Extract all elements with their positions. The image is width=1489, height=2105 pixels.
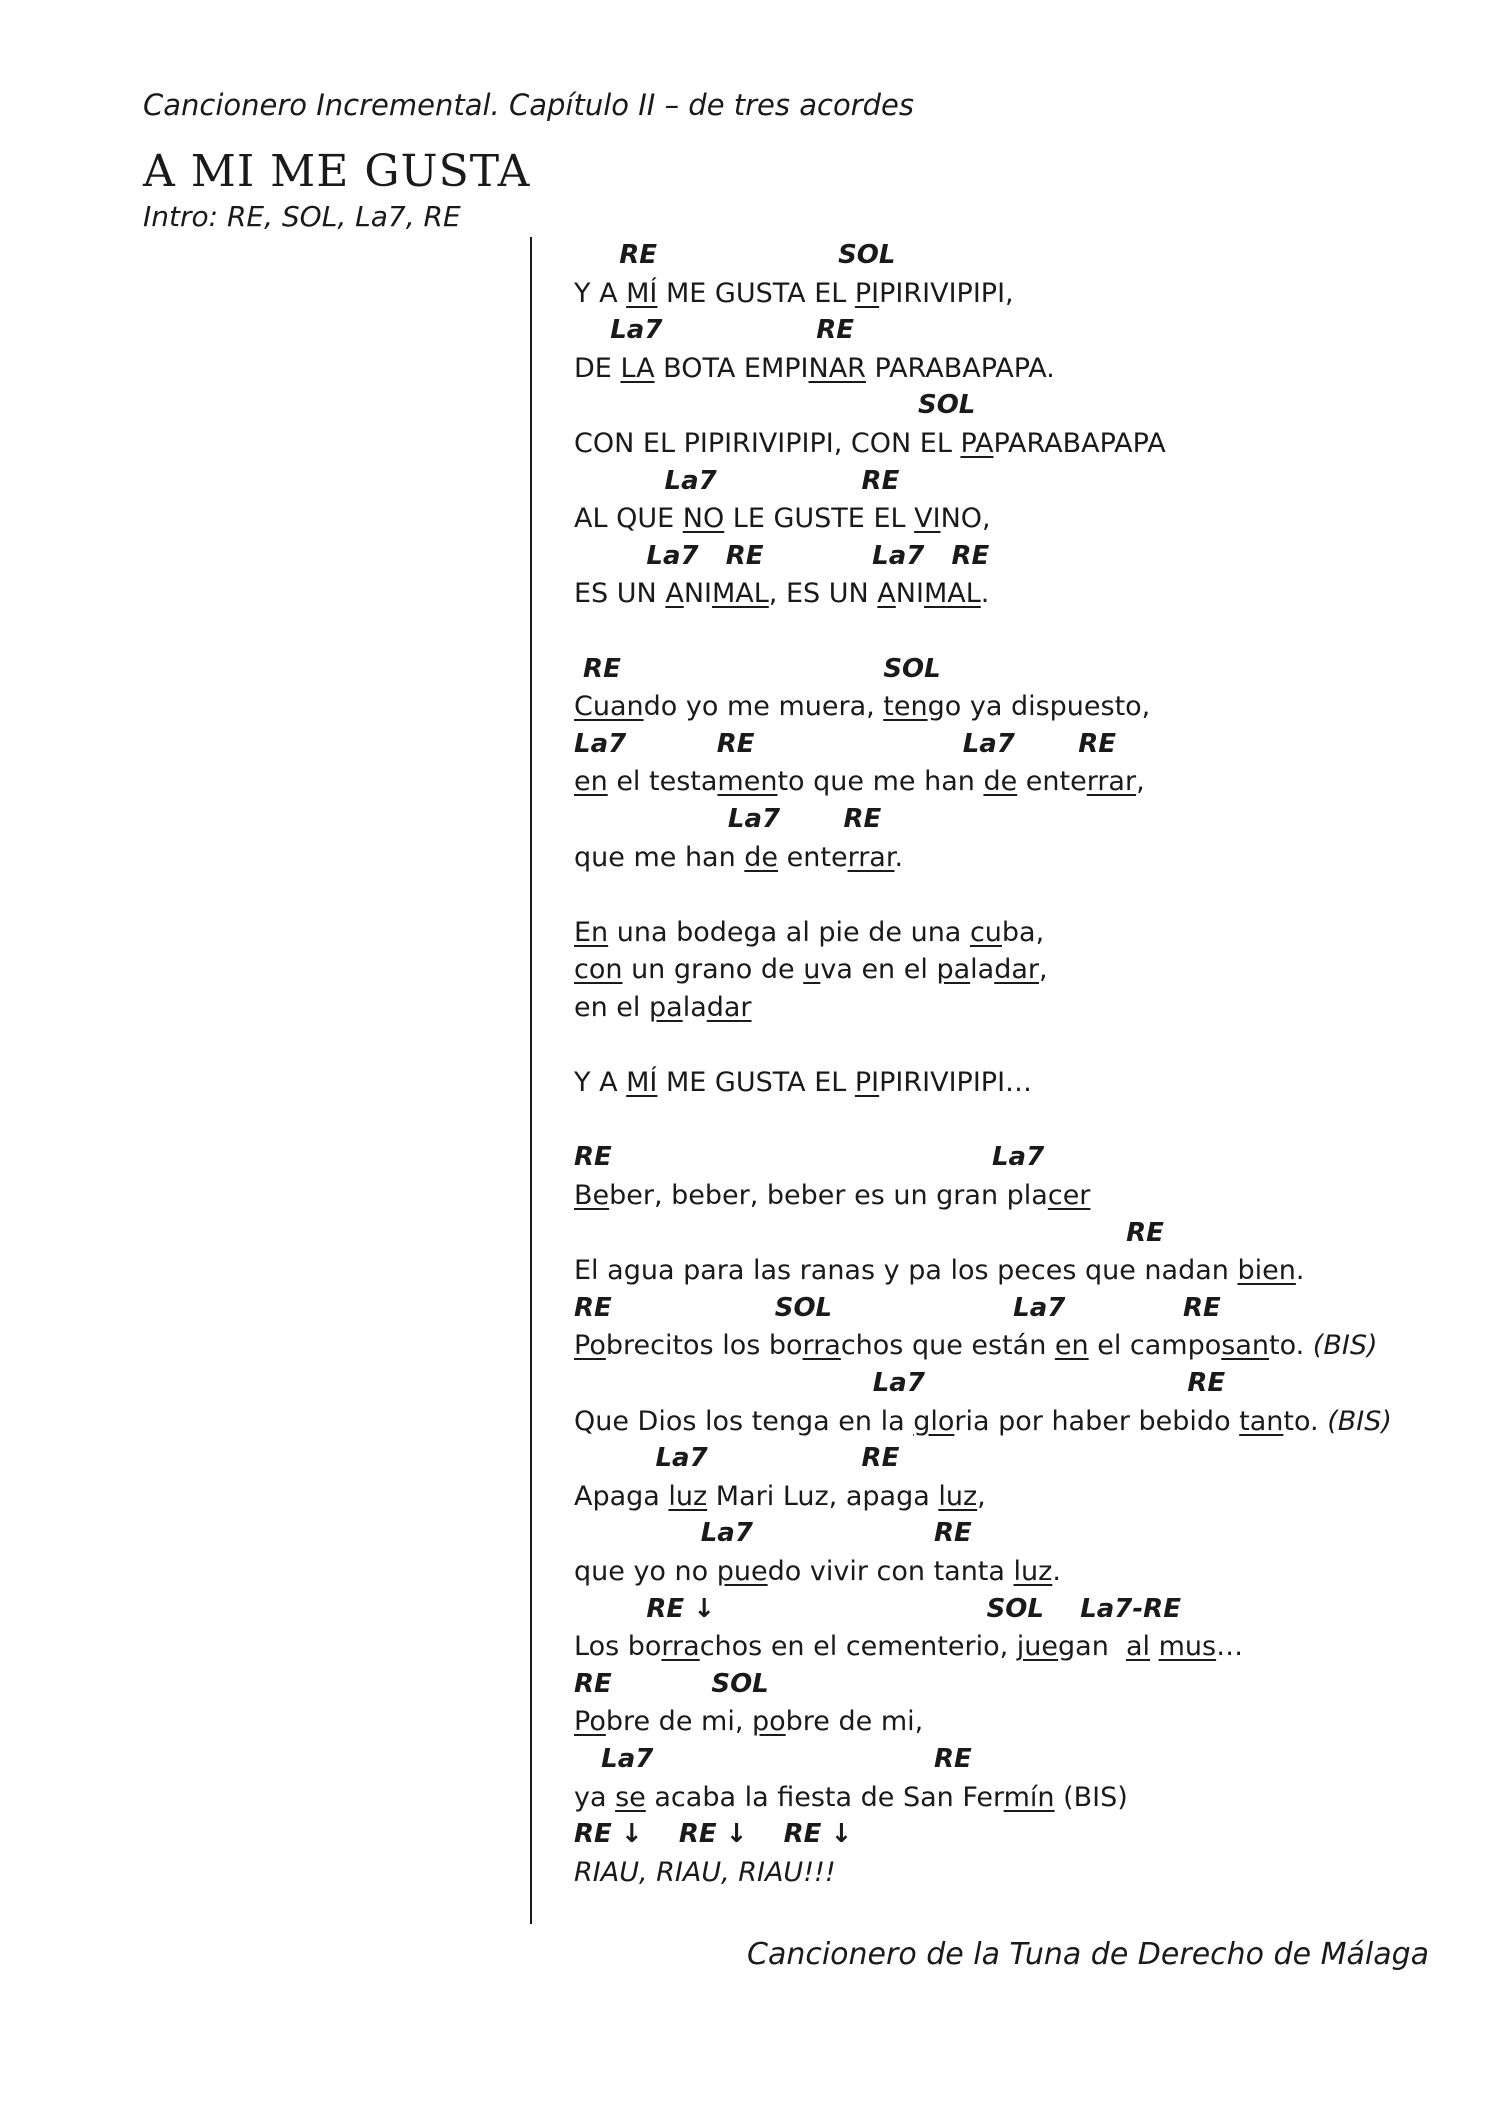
lyric-fragment: bre de mi, xyxy=(605,1706,752,1738)
lyric-fragment: PARABAPAPA. xyxy=(865,352,1055,384)
stressed-syllable: MÍ xyxy=(626,277,658,309)
chord-symbols: La7 RE xyxy=(574,1443,900,1474)
stressed-syllable: pue xyxy=(716,1556,768,1587)
chord-symbols: RE SOL xyxy=(574,240,896,270)
stressed-syllable: En xyxy=(574,916,609,948)
stressed-syllable: u xyxy=(803,954,821,986)
stressed-syllable: MAL xyxy=(923,578,981,610)
lyric-text xyxy=(574,353,1055,384)
stressed-syllable: rra xyxy=(802,1330,841,1362)
stressed-syllable: NO xyxy=(682,503,725,535)
lyric-fragment: PARABAPAPA xyxy=(993,428,1166,459)
lyric-fragment: RIAU, RIAU, RIAU!!! xyxy=(574,1856,836,1888)
lyric-text xyxy=(574,503,991,534)
lyric-text xyxy=(574,1330,1378,1361)
stressed-syllable: luz xyxy=(938,1480,978,1512)
stressed-syllable: rrar xyxy=(1086,766,1137,798)
lyric-fragment: bre de mi, xyxy=(785,1706,924,1738)
lyric-fragment: chos en el cementerio, xyxy=(699,1631,1017,1663)
chord-symbols: RE ↓ SOL La7-RE xyxy=(574,1593,1181,1624)
stressed-syllable: al xyxy=(1125,1631,1151,1663)
lyric-fragment: go ya dispuesto, xyxy=(927,691,1151,723)
lyric-fragment: chos que están xyxy=(840,1330,1055,1362)
stressed-syllable: mín xyxy=(1003,1781,1055,1813)
lyric-fragment: un grano de xyxy=(622,954,804,986)
stressed-syllable: san xyxy=(1221,1330,1269,1362)
lyric-fragment: ber, beber, beber es un gran pla xyxy=(609,1180,1048,1211)
lyric-fragment: LE GUSTE EL xyxy=(724,503,915,535)
lyric-fragment: el campo xyxy=(1088,1330,1222,1362)
lyric-fragment: (BIS) xyxy=(1054,1781,1128,1813)
stressed-syllable: mus xyxy=(1158,1631,1217,1663)
stressed-syllable: con xyxy=(574,954,623,986)
lyric-fragment: PIRIVIPIPI, xyxy=(879,277,1014,309)
lyric-fragment: ente xyxy=(778,841,848,873)
lyric-fragment: ba, xyxy=(1001,916,1045,948)
stressed-syllable: glo xyxy=(913,1405,955,1437)
lyric-fragment: DE xyxy=(574,352,621,384)
stressed-syllable: Be xyxy=(574,1180,610,1211)
lyric-fragment: va en el xyxy=(820,954,937,986)
stressed-syllable: VI xyxy=(914,503,941,535)
stressed-syllable: men xyxy=(717,766,778,798)
stressed-syllable: rrar xyxy=(847,841,895,873)
chord-symbols: La7 RE xyxy=(574,1518,972,1549)
lyric-fragment: NI xyxy=(683,578,712,610)
lyric-text xyxy=(574,992,752,1023)
lyric-fragment: do yo me muera, xyxy=(643,691,884,723)
lyric-fragment: . xyxy=(1052,1556,1061,1587)
lyric-fragment: CON EL PIPIRIVIPIPI, CON EL xyxy=(574,428,961,459)
lyric-fragment: Mari Luz, apaga xyxy=(707,1480,939,1512)
stressed-syllable: tan xyxy=(1239,1405,1284,1437)
lyric-fragment: ya xyxy=(574,1781,616,1813)
lyric-text xyxy=(574,842,903,873)
stressed-syllable: A xyxy=(877,578,896,610)
chord-symbols: RE La7 xyxy=(574,1142,1045,1173)
stressed-syllable: LA xyxy=(620,352,655,384)
lyric-fragment: Que Dios los tenga en la xyxy=(574,1405,914,1437)
lyric-fragment xyxy=(1150,1631,1159,1662)
stressed-syllable: de xyxy=(744,841,779,873)
lyric-fragment: que yo no xyxy=(574,1556,717,1587)
lyric-text xyxy=(574,917,1044,948)
stressed-syllable: NAR xyxy=(808,352,866,384)
lyric-fragment: to que me han xyxy=(777,766,984,798)
lyric-fragment: . xyxy=(980,578,990,610)
stressed-syllable: cu xyxy=(969,916,1002,948)
stressed-syllable: MÍ xyxy=(626,1067,658,1099)
lyric-text xyxy=(574,1481,986,1512)
chord-symbols: La7 RE xyxy=(574,465,900,496)
stressed-syllable: Cuan xyxy=(574,691,644,723)
chord-symbols: La7 RE xyxy=(574,1368,1226,1398)
song-intro: Intro: RE, SOL, La7, RE xyxy=(143,200,461,233)
lyric-fragment: to. xyxy=(1269,1330,1313,1362)
lyric-text xyxy=(574,954,1048,985)
chord-symbols: RE SOL xyxy=(574,1668,769,1699)
chord-symbols: RE SOL xyxy=(574,653,941,684)
lyric-fragment: ente xyxy=(1017,766,1087,798)
stressed-syllable: A xyxy=(665,578,684,610)
stressed-syllable: Po xyxy=(574,1330,606,1362)
lyric-fragment: gan xyxy=(1058,1631,1126,1663)
stressed-syllable: luz xyxy=(1013,1556,1053,1587)
lyric-text xyxy=(574,691,1150,722)
lyric-fragment: ME GUSTA EL xyxy=(657,1067,855,1099)
chord-symbols: La7 RE xyxy=(574,1744,972,1774)
lyric-fragment: ria por haber bebido xyxy=(954,1405,1240,1437)
lyric-fragment: Y A xyxy=(574,277,627,309)
stressed-syllable: luz xyxy=(668,1480,708,1512)
repeat-mark: (BIS) xyxy=(1312,1330,1378,1362)
stressed-syllable: rra xyxy=(661,1631,700,1663)
lyric-fragment: Y A xyxy=(574,1067,627,1099)
lyric-fragment: la xyxy=(970,954,995,986)
lyric-text xyxy=(574,1067,1032,1098)
lyric-fragment: la xyxy=(682,992,707,1023)
lyric-text xyxy=(574,1180,1090,1211)
lyric-fragment: acaba la fiesta de San Fer xyxy=(645,1781,1004,1813)
chord-symbols: La7 RE xyxy=(574,804,882,834)
lyric-fragment: Los bo xyxy=(574,1631,662,1663)
chord-symbols: La7 RE La7 RE xyxy=(574,728,1117,759)
lyric-fragment: Apaga xyxy=(574,1480,669,1512)
chord-symbols: La7 RE La7 RE xyxy=(574,540,990,571)
lyric-text xyxy=(574,1255,1304,1286)
stressed-syllable: ten xyxy=(883,691,928,723)
chord-symbols: SOL xyxy=(574,390,976,421)
lyric-fragment: . xyxy=(894,841,904,873)
lyric-text xyxy=(574,428,1166,459)
lyric-text xyxy=(574,578,989,609)
column-divider xyxy=(530,237,532,1924)
lyric-text xyxy=(574,1406,1392,1437)
lyric-fragment: NO, xyxy=(940,503,991,535)
stressed-syllable: en xyxy=(574,766,608,798)
song-title: A MI ME GUSTA xyxy=(143,146,531,197)
lyric-fragment: BOTA EMPI xyxy=(654,352,809,384)
lyric-fragment: El agua para las ranas y pa los peces que nadan xyxy=(574,1255,1238,1287)
lyric-fragment: , ES UN xyxy=(768,578,878,610)
lyric-fragment: NI xyxy=(895,578,924,610)
stressed-syllable: cer xyxy=(1047,1180,1091,1211)
chord-symbols: RE xyxy=(574,1217,1164,1248)
lyric-fragment: AL QUE xyxy=(574,503,683,535)
lyric-text xyxy=(574,1782,1128,1813)
stressed-syllable: de xyxy=(983,766,1018,798)
stressed-syllable: po xyxy=(751,1706,786,1738)
book-chapter-header: Cancionero Incremental. Capítulo II – de tres acordes xyxy=(143,88,914,122)
stressed-syllable: PA xyxy=(960,428,994,459)
lyric-fragment: to. xyxy=(1283,1405,1328,1437)
lyric-text xyxy=(574,278,1014,309)
lyric-fragment: en el xyxy=(574,992,650,1023)
stressed-syllable: pa xyxy=(936,954,971,986)
stressed-syllable: se xyxy=(615,1781,646,1813)
lyric-fragment: , xyxy=(1136,766,1145,798)
chord-symbols: RE SOL La7 RE xyxy=(574,1292,1221,1323)
lyric-text xyxy=(574,1857,836,1888)
repeat-mark: (BIS) xyxy=(1327,1405,1392,1437)
stressed-syllable: pa xyxy=(649,992,683,1023)
lyric-fragment: … xyxy=(1216,1631,1244,1663)
stressed-syllable: dar xyxy=(994,954,1039,986)
stressed-syllable: dar xyxy=(706,992,752,1023)
lyric-text xyxy=(574,1706,923,1737)
lyric-fragment: una bodega al pie de una xyxy=(608,916,970,948)
songbook-footer: Cancionero de la Tuna de Derecho de Málaga xyxy=(747,1937,1430,1972)
lyric-fragment: do vivir con tanta xyxy=(767,1556,1014,1587)
lyric-fragment: . xyxy=(1295,1255,1305,1287)
stressed-syllable: jue xyxy=(1016,1631,1059,1663)
chord-symbols: RE ↓ RE ↓ RE ↓ xyxy=(574,1819,853,1850)
lyric-fragment: que me han xyxy=(574,841,745,873)
stressed-syllable: bien xyxy=(1237,1255,1296,1287)
lyric-fragment: ES UN xyxy=(574,578,666,610)
lyric-fragment: , xyxy=(977,1480,986,1512)
lyric-fragment: PIRIVIPIPI… xyxy=(879,1067,1033,1099)
stressed-syllable: PI xyxy=(854,277,880,309)
stressed-syllable: Po xyxy=(574,1706,606,1738)
stressed-syllable: MAL xyxy=(711,578,769,610)
lyric-fragment: , xyxy=(1038,954,1048,986)
lyric-text xyxy=(574,766,1145,797)
chord-symbols: La7 RE xyxy=(574,315,855,346)
lyric-text xyxy=(574,1631,1243,1662)
stressed-syllable: en xyxy=(1054,1330,1089,1362)
lyric-fragment: el testa xyxy=(607,766,718,798)
lyric-fragment: brecitos los bo xyxy=(605,1330,803,1362)
lyric-text xyxy=(574,1556,1061,1587)
stressed-syllable: PI xyxy=(854,1067,880,1099)
lyric-fragment: ME GUSTA EL xyxy=(657,277,855,309)
